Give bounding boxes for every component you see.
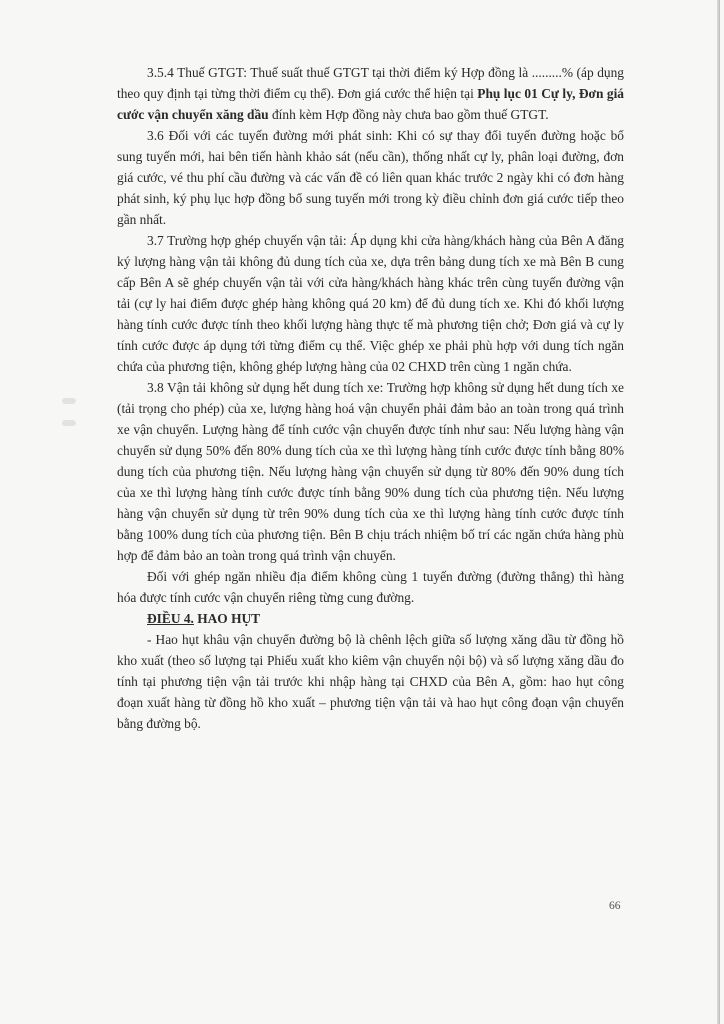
paragraph-3-5-4 — [117, 62, 624, 125]
scan-mark — [62, 398, 76, 404]
appendix-reference: Phụ lục 01 Cự ly, Đơn giá cước vận chuyển xăng dầu — [117, 86, 624, 122]
page-number: 66 — [609, 900, 621, 912]
paragraph-3-7: 3.7 Trường hợp ghép chuyến vận tải: Áp dụng khi cửa hàng/khách hàng của Bên A đăng ký lượng hàng vận tải không đủ dung tích của xe, dựa trên bảng dung tích xe mà Bên B cung cấp Bên A sẽ ghép chuyến vận tải với cửa hàng/khách hàng khác trên cùng tuyến đường vận tải (cự ly hai điểm được ghép hàng không quá 20 km) để đủ dung tích xe. Khi đó khối lượng hàng tính cước được tính theo khối lượng hàng thực tế mà phương tiện chở; Đơn giá và cự ly tính cước được áp dụng tới từng điểm cụ thể. Việc ghép xe phải phù hợp với dung tích ngăn chứa của phương tiện, không ghép lượng hàng của 02 CHXD trên cùng 1 ngăn chứa. — [117, 233, 624, 374]
document-body — [117, 62, 624, 734]
paragraph-4-loss: - Hao hụt khâu vận chuyển đường bộ là chênh lệch giữa số lượng xăng dầu từ đồng hồ kho xuất (theo số lượng tại Phiếu xuất kho kiêm vận chuyển nội bộ) và số lượng xăng dầu đo tính tại phương tiện vận tải trước khi nhập hàng tại CHXD của Bên A, gồm: hao hụt công đoạn xuất hàng từ đồng hồ kho xuất – phương tiện vận tải và hao hụt công đoạn vận chuyển bằng đường bộ. — [117, 632, 624, 731]
page-edge-shadow — [717, 0, 720, 1024]
article-title: HAO HỤT — [193, 611, 261, 626]
section-heading-article-4 — [117, 608, 624, 629]
paragraph-text: đính kèm Hợp đồng này chưa bao gồm thuế GTGT. — [268, 107, 549, 122]
paragraph-text: 3.5.4 Thuế GTGT: Thuế suất thuế GTGT tại thời điểm ký Hợp đồng là .........% (áp dụng theo quy định tại từng thời điểm cụ thể). Đơn giá cước thể hiện tại — [117, 65, 624, 101]
scan-mark — [62, 420, 76, 426]
paragraph-3-8: 3.8 Vận tải không sử dụng hết dung tích xe: Trường hợp không sử dụng hết dung tích xe (tải trọng cho phép) của xe, lượng hàng hoá vận chuyển phải đảm bảo an toàn trong quá trình xe vận chuyển. Lượng hàng để tính cước vận chuyển được tính như sau: Nếu lượng hàng vận chuyển sử dụng 50% đến 80% dung tích của xe thì lượng hàng tính cước được tính bằng 80% dung tích của phương tiện. Nếu lượng hàng vận chuyển sử dụng từ 80% đến 90% dung tích của xe thì lượng hàng tính cước được tính bằng 90% dung tích của phương tiện. Nếu lượng hàng vận chuyển sử dụng từ trên 90% dung tích của xe thì lượng hàng tính cước được tính bằng 100% dung tích của phương tiện. Bên B chịu trách nhiệm bố trí các ngăn chứa hàng phù hợp để đảm bảo an toàn trong quá trình vận chuyển. — [117, 380, 624, 563]
paragraph-3-8-note: Đối với ghép ngăn nhiều địa điểm không cùng 1 tuyến đường (đường thẳng) thì hàng hóa được tính cước vận chuyển riêng từng cung đường. — [117, 569, 624, 605]
paragraph-3-6: 3.6 Đối với các tuyến đường mới phát sinh: Khi có sự thay đổi tuyến đường hoặc bổ sung tuyến mới, hai bên tiến hành khảo sát (nếu cần), thống nhất cự ly, phân loại đường, đơn giá cước, vé thu phí cầu đường và các vấn đề có liên quan khác trước 2 ngày khi có đơn hàng phát sinh, ký phụ lục hợp đồng bổ sung tuyến mới trong kỳ điều chỉnh đơn giá cước tiếp theo gần nhất. — [117, 128, 624, 227]
article-number: ĐIỀU 4. — [147, 611, 194, 626]
